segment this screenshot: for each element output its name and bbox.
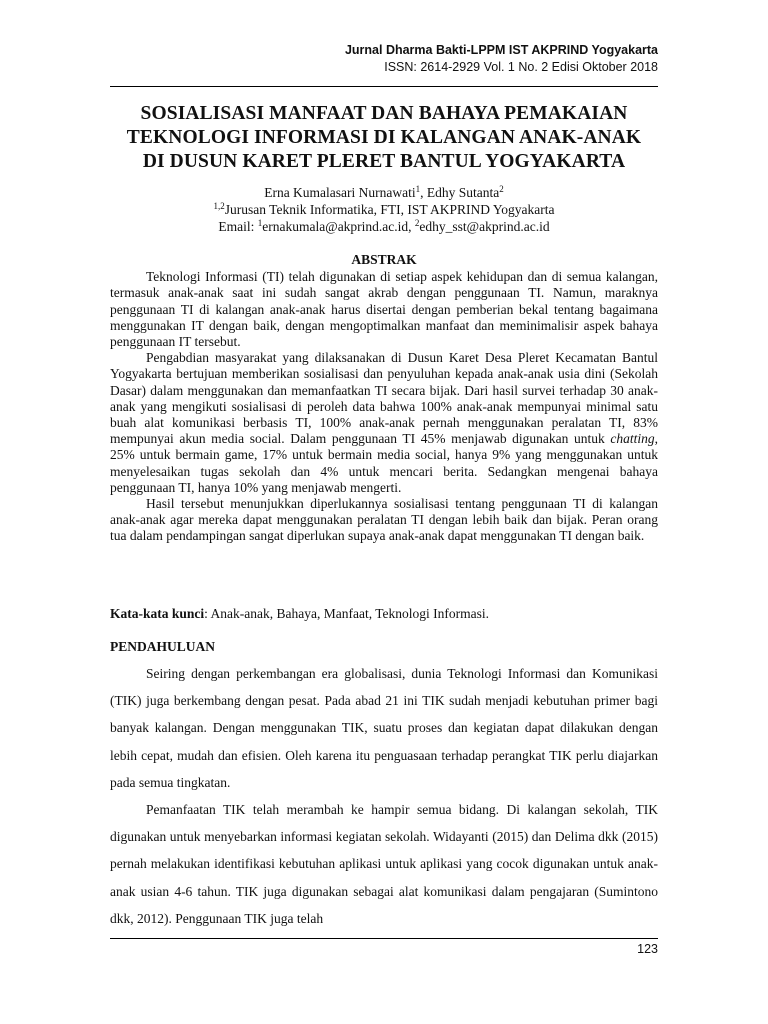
journal-header (345, 42, 658, 76)
abstract-p2-start: Pengabdian masyarakat yang dilaksanakan di Dusun Karet Desa Pleret Kecamatan Bantul Yogyakarta bertujuan memberikan sosialisasi dan penyuluhan kepada anak-anak usia dini (Sekolah Dasar) dalam menggunakan dan memanfaatkan TI secara bijak. Dari hasil survei terhadap 30 anak-anak yang mengikuti sosialisasi di peroleh data bahwa 100% anak-anak mempunyai minimal satu buah alat komunikasi berbasis TI, 100% anak-anak pernah menggunakan peralatan TI, 83% mempunyai akun media social. Dalam penggunaan TI 45% menjawab digunakan untuk (110, 350, 658, 447)
journal-name: Jurnal Dharma Bakti-LPPM IST AKPRIND Yogyakarta (344, 43, 658, 57)
author-2: Edhy Sutanta (426, 185, 500, 200)
introduction-body (110, 660, 658, 932)
title-line-3: DI DUSUN KARET PLERET BANTUL YOGYAKARTA (142, 151, 626, 172)
abstract-heading: ABSTRAK (351, 252, 417, 267)
abstract-section (110, 252, 658, 545)
keywords-line (110, 606, 658, 622)
abstract-paragraph-1: Teknologi Informasi (TI) telah digunakan di setiap aspek kehidupan dan di semua kalangan, termasuk anak-anak saat ini sudah sangat akrab dengan penggunaan TI. Namun, maraknya penggunaan TI di kalangan anak-anak harus disertai dengan pemberian bekal tentang bagaimana menggunakan IT dengan baik, dengan mengoptimalkan manfaat dan meminimalisir aspek bahaya penggunaan IT tersebut. (110, 269, 658, 350)
affiliation-sup: 1,2 (213, 201, 225, 211)
abstract-p2-italic: chatting (610, 431, 655, 447)
author-1-sup: 1 (415, 184, 421, 194)
intro-paragraph-1: Seiring dengan perkembangan era globalisasi, dunia Teknologi Informasi dan Komunikasi (TIK) juga berkembang dengan pesat. Pada abad 21 ini TIK sudah menjadi kebutuhan primer bagi banyak kalangan. Dengan menggunakan TIK, suatu proses dan kegiatan dapat dilakukan dengan lebih cepat, mudah dan efisien. Oleh karena itu penguasaan terhadap perangkat TIK perlu diajarkan pada semua tingkatan. (110, 666, 658, 790)
email-label: Email: (218, 219, 258, 234)
intro-paragraph-2: Pemanfaatan TIK telah merambah ke hampir semua bidang. Di kalangan sekolah, TIK digunakan untuk menyebarkan informasi kegiatan sekolah. Widayanti (2015) dan Delima dkk (2015) pernah melakukan identifikasi kebutuhan aplikasi untuk aplikasi yang cocok digunakan untuk anak-anak usian 4-6 tahun. TIK juga digunakan sebagai alat komunikasi dalam pengajaran (Sumintono dkk, 2012). Penggunaan TIK juga telah (110, 802, 658, 926)
affiliation (110, 201, 658, 218)
email-1: ernakumala@akprind.ac.id, (262, 219, 415, 234)
email-2: edhy_sst@akprind.ac.id (419, 219, 550, 234)
affiliation-text: Jurusan Teknik Informatika, FTI, IST AKPRIND Yogyakarta (224, 202, 555, 217)
email-2-sup: 2 (414, 218, 420, 228)
author-names (110, 184, 658, 201)
paper-title (110, 102, 658, 174)
email-1-sup: 1 (257, 218, 263, 228)
footer-divider (110, 938, 658, 939)
keywords-label: Kata-kata kunci (110, 606, 205, 621)
email-line (110, 218, 658, 235)
section-heading: PENDAHULUAN (110, 639, 216, 654)
keywords-text: : Anak-anak, Bahaya, Manfaat, Teknologi Informasi. (204, 606, 489, 621)
header-divider (110, 86, 658, 87)
title-line-1: SOSIALISASI MANFAAT DAN BAHAYA PEMAKAIAN (140, 103, 628, 124)
journal-issn: ISSN: 2614-2929 Vol. 1 No. 2 Edisi Oktober 2018 (384, 60, 658, 74)
author-separator: , (420, 185, 427, 200)
abstract-paragraph-2 (110, 350, 658, 496)
abstract-p2-end: , 25% untuk bermain game, 17% untuk bermain media social, hanya 9% yang menggunakan untuk menyelesaikan tugas sekolah dan 4% untuk mencari berita. Sedangkan mengenai bahaya penggunaan TI, hanya 10% yang menjawab mengerti. (110, 431, 658, 495)
abstract-paragraph-3: Hasil tersebut menunjukkan diperlukannya sosialisasi tentang penggunaan TI di kalangan anak-anak agar mereka dapat menggunakan peralatan TI dengan lebih baik dan bijak. Peran orang tua dalam pendampingan sangat diperlukan supaya anak-anak dapat menggunakan TI dengan baik. (110, 496, 658, 544)
page-number: 123 (637, 942, 658, 956)
author-block (110, 184, 658, 235)
author-2-sup: 2 (499, 184, 504, 194)
title-line-2: TEKNOLOGI INFORMASI DI KALANGAN ANAK-ANAK (126, 127, 642, 148)
author-1: Erna Kumalasari Nurnawati (264, 185, 416, 200)
